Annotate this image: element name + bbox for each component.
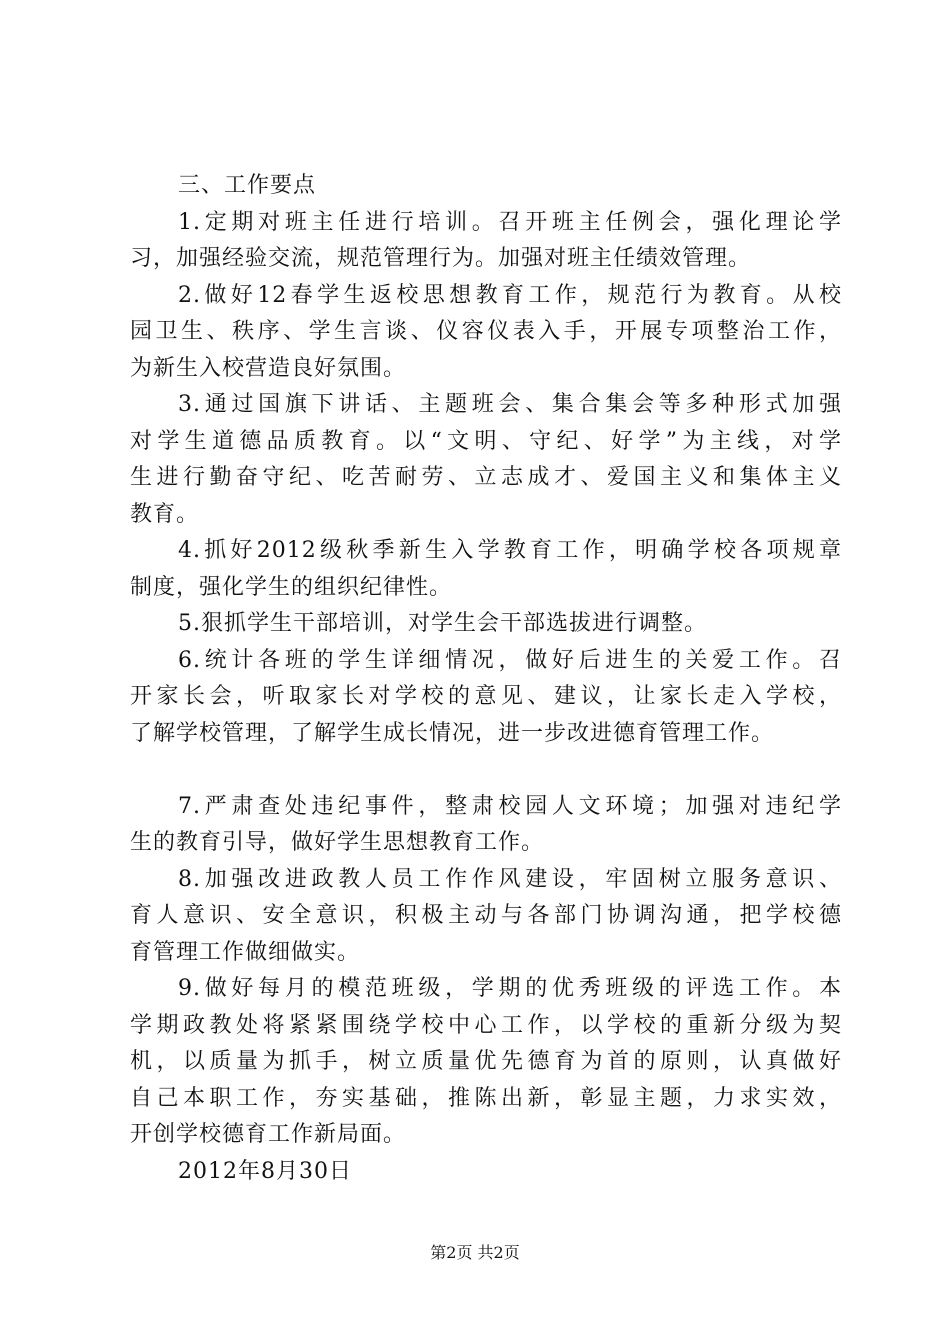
paragraph-line: 8.加强改进政教人员工作作风建设，牢固树立服务意识、 — [178, 866, 842, 892]
document-body — [130, 168, 842, 1190]
paragraph-line: 习，加强经验交流，规范管理行为。加强对班主任绩效管理。 — [130, 246, 752, 271]
paragraph-line: 育管理工作做细做实。 — [130, 939, 361, 965]
paragraph-line: 了解学校管理，了解学生成长情况，进一步改进德育管理工作。 — [130, 720, 775, 746]
paragraph-line: 三、工作要点 — [178, 173, 317, 198]
paragraph-line: 教育。 — [130, 501, 200, 527]
paragraph-line: 2012年8月30日 — [178, 1158, 352, 1184]
paragraph-line: 学期政教处将紧紧围绕学校中心工作，以学校的重新分级为契 — [130, 1012, 842, 1038]
paragraph-line: 为新生入校营造良好氛围。 — [130, 355, 407, 381]
paragraph-line: 自己本职工作，夯实基础，推陈出新，彰显主题，力求实效， — [130, 1085, 842, 1111]
paragraph-line: 开创学校德育工作新局面。 — [130, 1122, 407, 1147]
paragraph-line: 5.狠抓学生干部培训，对学生会干部选拔进行调整。 — [178, 611, 707, 636]
paragraph-line: 园卫生、秩序、学生言谈、仪容仪表入手，开展专项整治工作， — [130, 319, 842, 344]
paragraph-line: 开家长会，听取家长对学校的意见、建议，让家长走入学校， — [130, 684, 842, 709]
blank-line — [130, 752, 842, 789]
paragraph-line: 6.统计各班的学生详细情况，做好后进生的关爱工作。召 — [178, 647, 842, 673]
paragraph-line: 机，以质量为抓手，树立质量优先德育为首的原则，认真做好 — [130, 1049, 842, 1074]
paragraph-line: 4.抓好2012级秋季新生入学教育工作，明确学校各项规章 — [178, 538, 842, 563]
paragraph-line: 2.做好12春学生返校思想教育工作，规范行为教育。从校 — [178, 282, 842, 308]
page-footer: 第2页 共2页 — [430, 1243, 520, 1262]
paragraph-line: 1.定期对班主任进行培训。召开班主任例会，强化理论学 — [178, 209, 842, 235]
paragraph-line: 育人意识、安全意识，积极主动与各部门协调沟通，把学校德 — [130, 903, 842, 928]
paragraph-line: 生进行勤奋守纪、吃苦耐劳、立志成才、爱国主义和集体主义 — [130, 465, 842, 490]
paragraph-line: 3.通过国旗下讲话、主题班会、集合集会等多种形式加强 — [178, 392, 842, 417]
paragraph-line: 生的教育引导，做好学生思想教育工作。 — [130, 830, 545, 855]
paragraph-line: 7.严肃查处违纪事件，整肃校园人文环境；加强对违纪学 — [178, 793, 842, 819]
paragraph-line: 9.做好每月的模范班级，学期的优秀班级的评选工作。本 — [178, 976, 842, 1001]
paragraph-line: 制度，强化学生的组织纪律性。 — [130, 574, 453, 600]
paragraph-line: 对学生道德品质教育。以“文明、守纪、好学”为主线，对学 — [130, 428, 842, 454]
